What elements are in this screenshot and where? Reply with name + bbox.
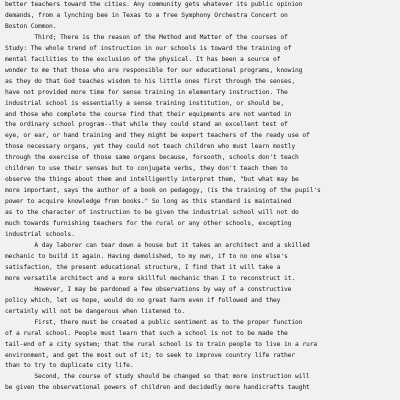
text-line: the ordinary school program--that while they could stand an excellent test of: [5, 121, 288, 129]
text-line: more important, says the author of a book on pedagogy, (is the training of the pupil's: [5, 187, 321, 195]
text-line: Third; There is the reason of the Method and Matter of the courses of: [5, 33, 288, 41]
text-line: eye, or ear, or hand training and they might be expert teachers of the ready use of: [5, 132, 310, 140]
text-line: environment, and get the most out of it; to seek to improve country life rather: [5, 351, 296, 359]
text-line: as they do that God teaches wisdom to his little ones first through the senses,: [5, 77, 296, 85]
text-line: mechanic to build it again. Having demolished, to my own, if to no one else's: [5, 252, 288, 260]
text-line: certainly will not be dangerous when listened to.: [5, 307, 185, 315]
text-line: mental facilities to the exclusion of the physical. It has been a source of: [5, 55, 281, 63]
text-line: of a rural school. People must learn that such a school is not to be made the: [5, 329, 288, 337]
text-line: Second, the course of study should be changed so that more instruction will: [5, 373, 310, 381]
text-line: as to the character of instruction to be given the industrial school will not do: [5, 209, 299, 217]
text-line: children to use their senses but to conjugate verbs, they don't teach them to: [5, 165, 288, 173]
text-line: A day laborer can tear down a house but it takes an architect and a skilled: [5, 241, 310, 249]
text-line: observe the things about them and intelligently interpret them, "but what may be: [5, 176, 299, 184]
text-line: through the exercise of those same organs because, forsooth, schools don't teach: [5, 154, 299, 162]
text-line: policy which, let us hope, would do no great harm even if followed and they: [5, 296, 281, 304]
text-line: Boston Common.: [5, 22, 57, 30]
text-line: demands, from a lynching bee in Texas to a free Symphony Orchestra Concert on: [5, 11, 288, 19]
text-line: those necessary organs, yet they could not teach children who must learn mostly: [5, 143, 296, 151]
text-line: First, there must be created a public sentiment as to the proper function: [5, 318, 303, 326]
text-line: have not provided more time for sense training in elementary instruction. The: [5, 88, 288, 96]
typewritten-text: [5, 0, 400, 394]
text-line: be given the observational powers of children and decidedly more handicrafts taught: [5, 384, 310, 392]
text-line: industrial school is essentially a sense training institution, or should be,: [5, 99, 284, 107]
text-line: much towards furnishing teachers for the rural or any other schools, excepting: [5, 220, 292, 228]
text-line: Study: The whole trend of instruction in our schools is toward the training of: [5, 44, 292, 52]
text-line: and those who complete the course find that their equipments are not wanted in: [5, 110, 292, 118]
text-line: than to try to duplicate city life.: [5, 362, 134, 370]
text-line: tail-end of a city system; that the rural school is to train people to live in a rura: [5, 340, 318, 348]
text-line: power to acquire knowledge from books." So long as this standard is maintained: [5, 198, 292, 206]
text-line: wonder to me that those who are responsible for our educational programs, knowing: [5, 66, 303, 74]
text-line: However, I may be pardoned a few observations by way of a constructive: [5, 285, 292, 293]
text-line: industrial schools.: [5, 231, 75, 239]
text-line: better teachers toward the cities. Any community gets whatever its public opinion: [5, 1, 303, 8]
text-line: satisfaction, the present educational structure, I find that it will take a: [5, 263, 281, 271]
text-line: more versatile architect and a more skillful mechanic than I to reconstruct it.: [5, 274, 296, 282]
